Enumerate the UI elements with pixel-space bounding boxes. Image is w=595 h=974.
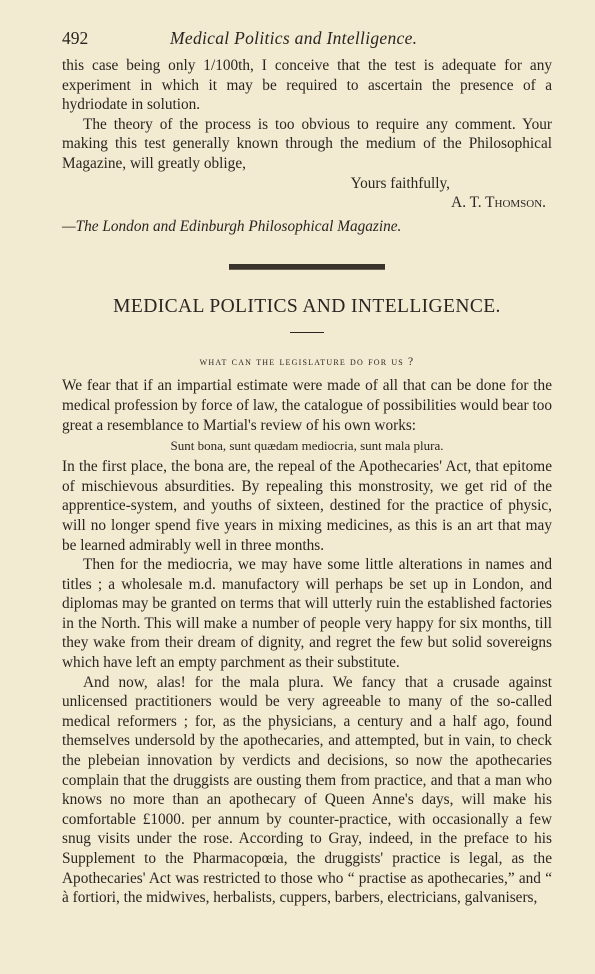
letter-signature: A. T. Thomson.	[451, 194, 546, 212]
letter-paragraph-1: this case being only 1/100th, I conceive that the test is adequate for any experiment in which it may be required to ascertain the presence of a hydriodate in solution.	[62, 57, 552, 114]
latin-quote: Sunt bona, sunt quædam mediocria, sunt mala plura.	[170, 438, 444, 454]
title-rule	[290, 332, 324, 333]
section-divider	[229, 264, 385, 270]
article-body	[62, 376, 552, 907]
letter-source: —The London and Edinburgh Philosophical Magazine.	[62, 217, 402, 235]
article-paragraph-3: Then for the mediocria, we may have some little alterations in names and titles ; a wholesale m.d. manufactory will perhaps be set up in London, and diplomas may be granted on terms that will utterly ruin the established factories in the North. This will make a number of people very happy for six months, till they wake from their dream of dignity, and regret the few but solid sovereigns which have left an empty parchment as their substitute.	[62, 556, 552, 672]
page-header	[62, 28, 552, 56]
running-head: Medical Politics and Intelligence.	[170, 28, 418, 48]
article-paragraph-1: We fear that if an impartial estimate were made of all that can be done for the medical profession by force of law, the catalogue of possibilities would bear too great a resemblance to Martial's review of his own works:	[62, 377, 552, 434]
letter-paragraph-2: The theory of the process is too obvious to require any comment. Your making this test generally known through the medium of the Philosophical Magazine, will greatly oblige,	[62, 115, 552, 172]
page-number: 492	[62, 28, 89, 48]
letter-closing: Yours faithfully,	[350, 174, 450, 192]
article-paragraph-4: And now, alas! for the mala plura. We fancy that a crusade against unlicensed practitioners would be very agreeable to many of the so-called medical reformers ; for, as the physicians, a century and a half ago, found themselves undersold by the apothecaries, and attempted, but in vain, to check the plebeian innovation by verdicts and decisions, so now the apothecaries complain that the druggists are ousting them from practice, and that a man who knows no more than an apothecary of Queen Anne's days, will make his comfortable £1000. per annum by counter-practice, with occasionally a few snug visits under the rose. According to Gray, indeed, in the preface to his Supplement to the Pharmacopœia, the druggists' practice is legal, as the Apothecaries' Act was restricted to those who “ practise as apothecaries,” and “ à fortiori, the midwives, herbalists, cuppers, barbers, electricians, galvanisers,	[62, 673, 552, 907]
article-paragraph-2: In the first place, the bona are, the repeal of the Apothecaries' Act, that epitome of mischievous absurdities. By repealing this monstrosity, we get rid of the apprentice-system, and youths of sixteen, destined for the practice of physic, will no longer spend five years in mixing medicines, as this is an art that may be learned admirably well in three months.	[62, 458, 552, 554]
section-title: MEDICAL POLITICS AND INTELLIGENCE.	[113, 296, 501, 318]
article-subheading: what can the legislature do for us ?	[199, 356, 415, 369]
